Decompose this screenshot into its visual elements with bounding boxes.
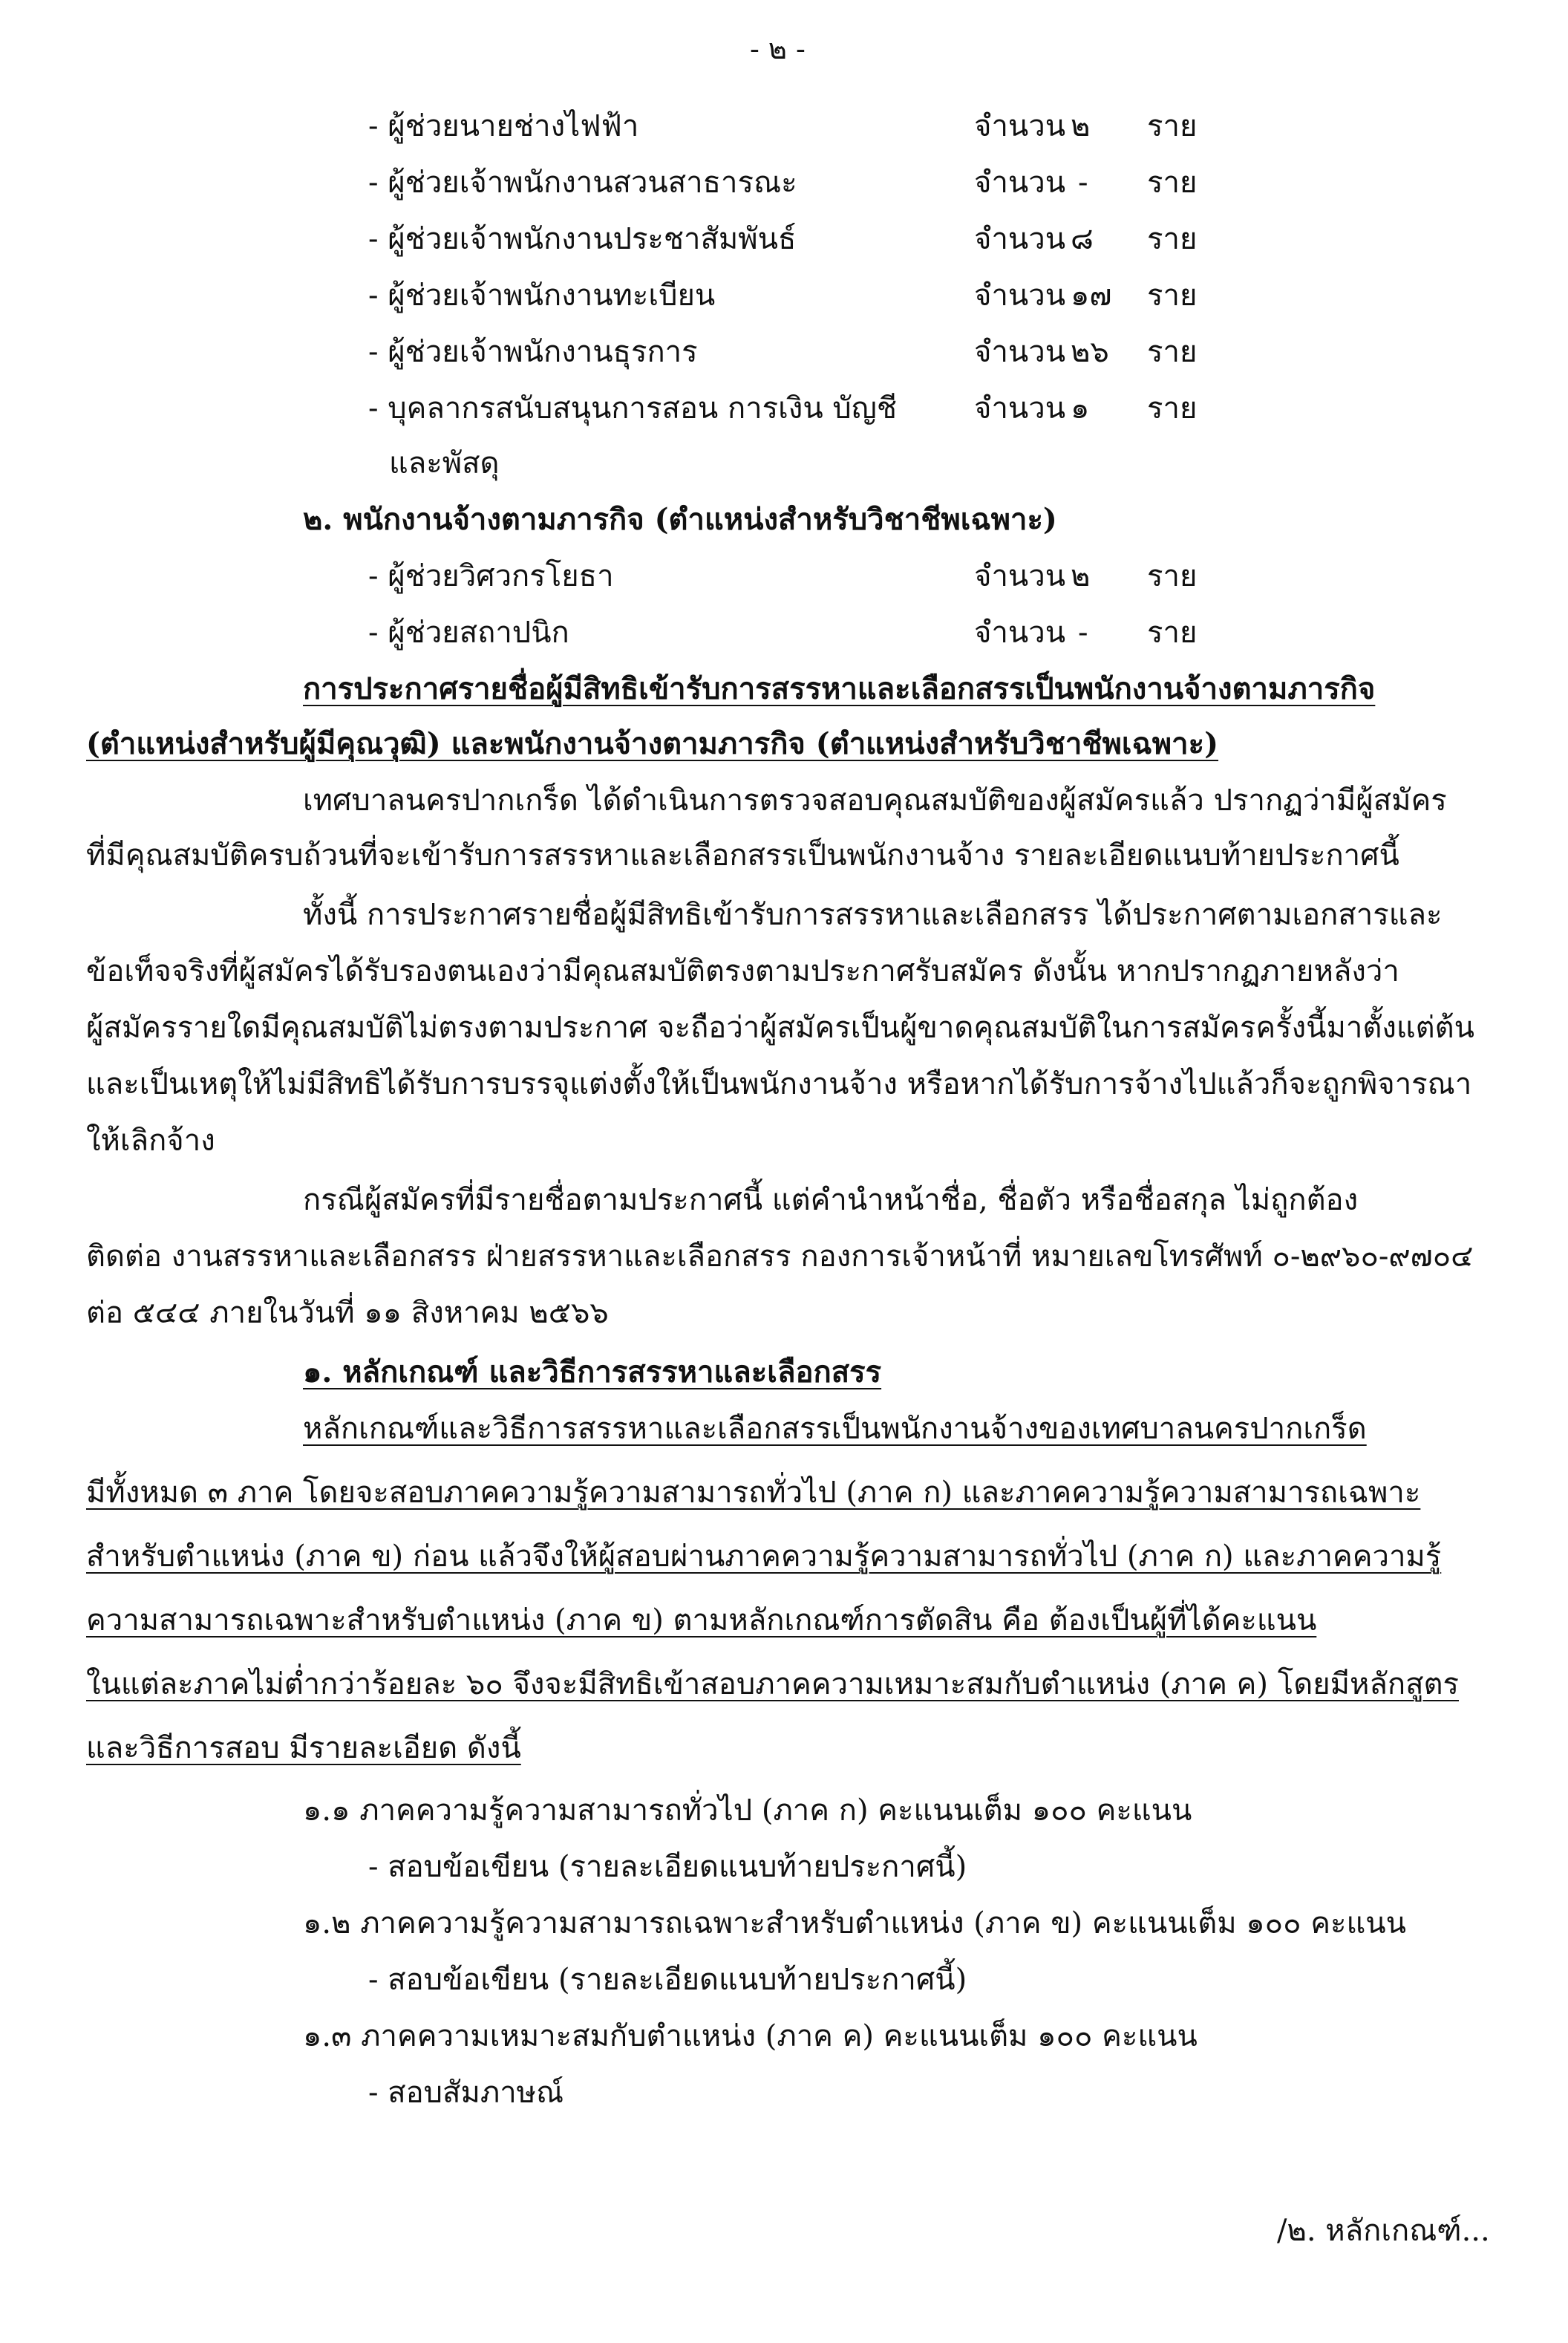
list-item-qty: - <box>1078 616 1088 650</box>
list-item-label: - ผู้ช่วยวิศวกรโยธา <box>368 559 614 593</box>
exam-part-title: ๑.๓ ภาคความเหมาะสมกับตำแหน่ง (ภาค ค) คะแนนเต็ม ๑๐๐ คะแนน <box>303 2019 1198 2053</box>
list-item-qty-word: จำนวน <box>974 391 1066 426</box>
paragraph-line: กรณีผู้สมัครที่มีรายชื่อตามประกาศนี้ แต่คำนำหน้าชื่อ, ชื่อตัว หรือชื่อสกุล ไม่ถูกต้อง <box>303 1183 1359 1217</box>
page-number: - ๒ - <box>750 33 806 65</box>
list-item-unit: ราย <box>1147 278 1198 313</box>
criteria-line: สำหรับตำแหน่ง (ภาค ข) ก่อน แล้วจึงให้ผู้สอบผ่านภาคความรู้ความสามารถทั่วไป (ภาค ก) และภาคความรู้ <box>86 1539 1442 1574</box>
list-item-unit: ราย <box>1147 559 1198 593</box>
list-item-qty-word: จำนวน <box>974 166 1066 200</box>
list-item-qty: ๘ <box>1071 222 1094 256</box>
list-item-qty: ๒ <box>1071 559 1091 593</box>
list-item-label: - ผู้ช่วยสถาปนิก <box>368 616 569 650</box>
criteria-line: ความสามารถเฉพาะสำหรับตำแหน่ง (ภาค ข) ตามหลักเกณฑ์การตัดสิน คือ ต้องเป็นผู้ที่ได้คะแนน <box>86 1603 1317 1638</box>
list-item-label-continuation: และพัสดุ <box>389 446 500 480</box>
list-item-qty: ๑ <box>1071 391 1090 426</box>
exam-part-title: ๑.๒ ภาคความรู้ความสามารถเฉพาะสำหรับตำแหน่ง (ภาค ข) คะแนนเต็ม ๑๐๐ คะแนน <box>303 1906 1406 1940</box>
list-item-unit: ราย <box>1147 166 1198 200</box>
announcement-heading-line-2: (ตำแหน่งสำหรับผู้มีคุณวุฒิ) และพนักงานจ้างตามภารกิจ (ตำแหน่งสำหรับวิชาชีพเฉพาะ) <box>86 726 1219 761</box>
paragraph-line: เทศบาลนครปากเกร็ด ได้ดำเนินการตรวจสอบคุณสมบัติของผู้สมัครแล้ว ปรากฏว่ามีผู้สมัคร <box>303 783 1447 818</box>
list-item-label: - ผู้ช่วยเจ้าพนักงานธุรการ <box>368 335 698 369</box>
list-item-label: - ผู้ช่วยเจ้าพนักงานประชาสัมพันธ์ <box>368 222 797 256</box>
list-item-qty: ๑๗ <box>1071 278 1112 313</box>
exam-part-method: - สอบข้อเขียน (รายละเอียดแนบท้ายประกาศนี้) <box>368 1963 967 1997</box>
list-item-unit: ราย <box>1147 616 1198 650</box>
paragraph-line: ที่มีคุณสมบัติครบถ้วนที่จะเข้ารับการสรรหาและเลือกสรรเป็นพนักงานจ้าง รายละเอียดแนบท้ายประกาศนี้ <box>86 838 1399 873</box>
list-item-qty: ๒ <box>1071 109 1091 143</box>
criteria-line: ในแต่ละภาคไม่ต่ำกว่าร้อยละ ๖๐ จึงจะมีสิทธิเข้าสอบภาคความเหมาะสมกับตำแหน่ง (ภาค ค) โดยมีหลักสูตร <box>86 1667 1459 1701</box>
list-item-label: - บุคลากรสนับสนุนการสอน การเงิน บัญชี <box>368 391 898 426</box>
exam-part-method: - สอบสัมภาษณ์ <box>368 2076 564 2110</box>
exam-part-method: - สอบข้อเขียน (รายละเอียดแนบท้ายประกาศนี้) <box>368 1850 967 1884</box>
paragraph-line: และเป็นเหตุให้ไม่มีสิทธิได้รับการบรรจุแต่งตั้งให้เป็นพนักงานจ้าง หรือหากได้รับการจ้างไปแล้วก็จะถูกพิจารณา <box>86 1067 1472 1101</box>
list-item-label: - ผู้ช่วยนายช่างไฟฟ้า <box>368 109 639 143</box>
list-item-label: - ผู้ช่วยเจ้าพนักงานทะเบียน <box>368 278 716 313</box>
list-item-qty-word: จำนวน <box>974 222 1066 256</box>
continuation-text: /๒. หลักเกณฑ์... <box>1277 2214 1490 2248</box>
list-item-unit: ราย <box>1147 335 1198 369</box>
list-item-qty-word: จำนวน <box>974 559 1066 593</box>
list-item-qty-word: จำนวน <box>974 616 1066 650</box>
criteria-line: มีทั้งหมด ๓ ภาค โดยจะสอบภาคความรู้ความสามารถทั่วไป (ภาค ก) และภาคความรู้ความสามารถเฉพาะ <box>86 1476 1421 1510</box>
paragraph-line: ให้เลิกจ้าง <box>86 1124 215 1158</box>
list-item-qty-word: จำนวน <box>974 109 1066 143</box>
paragraph-line: ติดต่อ งานสรรหาและเลือกสรร ฝ่ายสรรหาและเลือกสรร กองการเจ้าหน้าที่ หมายเลขโทรศัพท์ ๐-๒๙๖๐-๙๗๐๔ <box>86 1239 1474 1274</box>
criteria-heading: ๑. หลักเกณฑ์ และวิธีการสรรหาและเลือกสรร <box>303 1355 882 1389</box>
list-item-qty: - <box>1078 166 1088 200</box>
criteria-line: และวิธีการสอบ มีรายละเอียด ดังนี้ <box>86 1731 521 1765</box>
paragraph-line: ข้อเท็จจริงที่ผู้สมัครได้รับรองตนเองว่ามีคุณสมบัติตรงตามประกาศรับสมัคร ดังนั้น หากปรากฏภายหลังว่า <box>86 954 1399 988</box>
list-item-unit: ราย <box>1147 109 1198 143</box>
list-item-qty-word: จำนวน <box>974 335 1066 369</box>
list-item-qty: ๒๖ <box>1071 335 1109 369</box>
announcement-heading-line-1: การประกาศรายชื่อผู้มีสิทธิเข้ารับการสรรหาและเลือกสรรเป็นพนักงานจ้างตามภารกิจ <box>303 671 1376 706</box>
paragraph-line: ต่อ ๕๔๔ ภายในวันที่ ๑๑ สิงหาคม ๒๕๖๖ <box>86 1296 609 1330</box>
section-2-heading: ๒. พนักงานจ้างตามภารกิจ (ตำแหน่งสำหรับวิชาชีพเฉพาะ) <box>303 502 1057 537</box>
paragraph-line: ผู้สมัครรายใดมีคุณสมบัติไม่ตรงตามประกาศ จะถือว่าผู้สมัครเป็นผู้ขาดคุณสมบัติในการสมัครครั้งนี้มาตั้งแต่ต้น <box>86 1011 1474 1045</box>
exam-part-title: ๑.๑ ภาคความรู้ความสามารถทั่วไป (ภาค ก) คะแนนเต็ม ๑๐๐ คะแนน <box>303 1793 1192 1828</box>
list-item-qty-word: จำนวน <box>974 278 1066 313</box>
criteria-line: หลักเกณฑ์และวิธีการสรรหาและเลือกสรรเป็นพนักงานจ้างของเทศบาลนครปากเกร็ด <box>303 1412 1367 1446</box>
list-item-label: - ผู้ช่วยเจ้าพนักงานสวนสาธารณะ <box>368 166 797 200</box>
list-item-unit: ราย <box>1147 222 1198 256</box>
paragraph-line: ทั้งนี้ การประกาศรายชื่อผู้มีสิทธิเข้ารับการสรรหาและเลือกสรร ได้ประกาศตามเอกสารและ <box>303 898 1443 932</box>
list-item-unit: ราย <box>1147 391 1198 426</box>
